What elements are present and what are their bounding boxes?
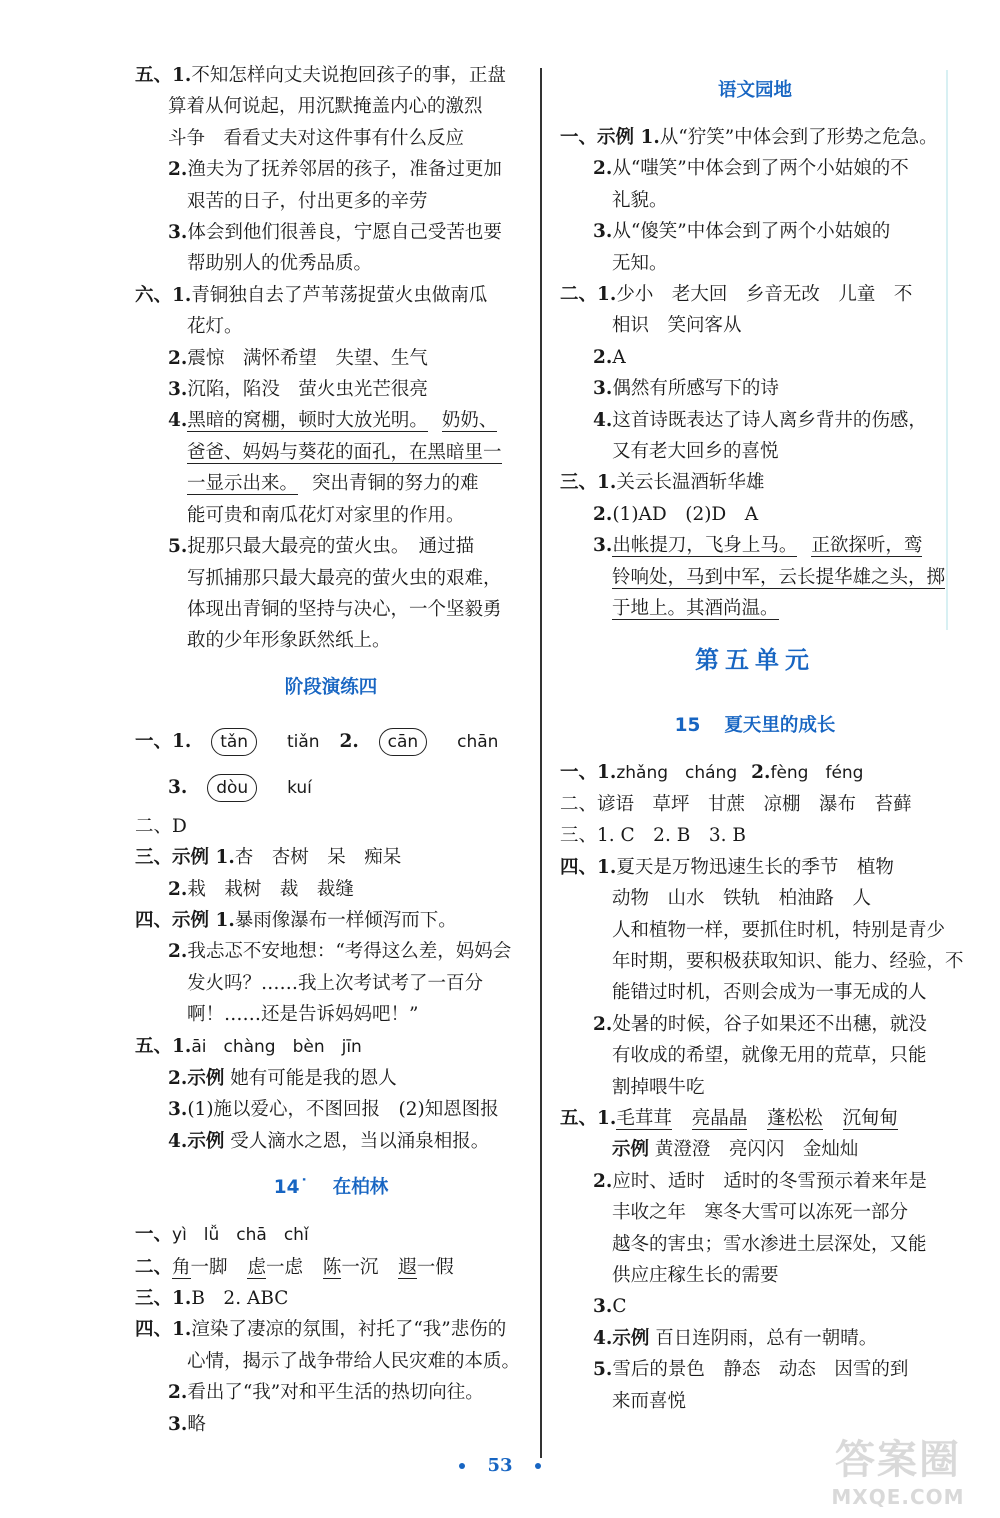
bullet-icon (535, 1463, 541, 1469)
answer-line: 相识 笑问客从 (612, 315, 742, 337)
answer-line: 写抓捕那只最大最亮的萤火虫的艰难， (187, 567, 502, 589)
answer-line: 2.渔夫为了抚养邻居的孩子，准备过更加 (168, 159, 502, 181)
answer-line: 4.示例 百日连阴雨，总有一朝晴。 (593, 1327, 878, 1349)
answer-line: 四、示例 1.暴雨像瀑布一样倾泻而下。 (135, 909, 457, 931)
answer-line: 一显示出来。 突出青铜的努力的难 (187, 473, 479, 495)
answer-line: 敢的少年形象跃然纸上。 (187, 630, 391, 652)
answer-line: 3.偶然有所感写下的诗 (593, 378, 779, 400)
answer-line: 2.处暑的时候，谷子如果还不出穗，就没 (593, 1013, 927, 1035)
answer-line: 二、D (135, 815, 187, 837)
answer-line: 年时期，要积极获取知识、能力、经验，不 (612, 950, 964, 972)
answer-line: 一、1.zhǎng cháng 2.fèng féng (560, 761, 864, 783)
answer-line: 4.示例 受人滴水之恩，当以涌泉相报。 (168, 1130, 490, 1152)
section-heading: 阶段演练四 (284, 676, 378, 698)
answer-line: 一、1. tǎn tiǎn 2. cān chān (135, 719, 527, 765)
lesson-heading: 15 夏天里的成长 (674, 714, 836, 736)
bullet-icon (459, 1463, 465, 1469)
answer-line: 5.捉那只最大最亮的萤火虫。 通过描 (168, 536, 475, 558)
answer-line: 3.C (593, 1296, 627, 1318)
answer-line: 3.体会到他们很善良，宁愿自己受苦也要 (168, 222, 502, 244)
answer-line: 示例 黄澄澄 亮闪闪 金灿灿 (612, 1139, 859, 1161)
answer-line: 心情，揭示了战争带给人民灾难的本质。 (187, 1350, 521, 1372)
answer-line: 3.出帐提刀，飞身上马。 正欲探听，鸾 (593, 535, 923, 557)
answer-line: 2.看出了“我”对和平生活的热切向往。 (168, 1382, 484, 1404)
answer-line: 铃响处，马到中军，云长提华雄之头，掷 (612, 566, 946, 588)
answer-line: 2.(1)AD (2)D A (593, 503, 759, 525)
section-heading: 语文园地 (717, 80, 792, 101)
answer-line: 三、1.关云长温酒斩华雄 (560, 472, 765, 494)
answer-line: 体现出青铜的坚持与决心，一个坚毅勇 (187, 598, 502, 620)
answer-line: 丰收之年 寒冬大雪可以冻死一部分 (612, 1202, 909, 1224)
answer-line: 五、1.不知怎样向丈夫说抱回孩子的事，正盘 (135, 65, 506, 86)
answer-line: 人和植物一样，要抓住时机，特别是青少 (612, 919, 946, 941)
unit-heading: 第五单元 (695, 644, 815, 674)
answer-line: 艰苦的日子，付出更多的辛劳 (187, 190, 428, 212)
answer-line: 无知。 (612, 252, 668, 274)
answer-line: 4.这首诗既表达了诗人离乡背井的伤感， (593, 409, 927, 431)
answer-line: 又有老大回乡的喜悦 (612, 441, 779, 463)
lesson-heading: 14˙ 在柏林 (273, 1177, 389, 1199)
answer-line: 来而喜悦 (612, 1390, 687, 1412)
answer-line: 能可贵和南瓜花灯对家里的作用。 (187, 504, 465, 526)
answer-line: 2.A (593, 346, 626, 368)
answer-line: 五、1.毛茸茸 亮晶晶 蓬松松 沉甸甸 (560, 1107, 899, 1129)
answer-line: 五、1.āi chàng bèn jīn (135, 1035, 362, 1057)
answer-line: 四、1.渲染了凄凉的氛围，衬托了“我”悲伤的 (135, 1319, 507, 1341)
answer-line: 3.(1)施以爱心，不图回报 (2)知恩图报 (168, 1099, 499, 1121)
answer-line: 花灯。 (187, 316, 243, 338)
right-column (560, 60, 964, 1417)
answer-line: 2.我忐忑不安地想：“考得这么差，妈妈会 (168, 941, 512, 963)
answer-line: 爸爸、妈妈与葵花的面孔，在黑暗里一 (187, 441, 502, 463)
circled-pinyin: tǎn (211, 728, 257, 756)
answer-line: 帮助别人的优秀品质。 (187, 253, 373, 275)
answer-line: 3.从“傻笑”中体会到了两个小姑娘的 (593, 221, 891, 243)
answer-line: 3. dòu kuí (135, 765, 527, 811)
answer-line: 越冬的害虫；雪水渗进土层深处，又能 (612, 1233, 927, 1255)
column-divider (540, 68, 542, 1458)
answer-line: 有收成的希望，就像无用的荒草，只能 (612, 1045, 927, 1067)
answer-line: 供应庄稼生长的需要 (612, 1265, 779, 1286)
answer-line: 二、1.少小 老大回 乡音无改 儿童 不 (560, 284, 913, 306)
answer-line: 斗争 看看丈夫对这件事有什么反应 (168, 127, 465, 149)
answer-line: 发火吗？……我上次考试考了一百分 (187, 972, 484, 994)
answer-line: 割掉喂牛吃 (612, 1076, 705, 1098)
answer-line: 二、角一脚 虑一虑 陈一沉 遐一假 (135, 1256, 454, 1278)
answer-line: 2.栽 栽树 裁 裁缝 (168, 878, 354, 900)
answer-line: 三、示例 1.杏 杏树 呆 痴呆 (135, 847, 402, 869)
answer-line: 六、1.青铜独自去了芦苇荡捉萤火虫做南瓜 (135, 284, 488, 306)
circled-pinyin: cān (379, 728, 428, 756)
answer-line: 二、谚语 草坪 甘蔗 凉棚 瀑布 苔藓 (560, 793, 912, 815)
answer-line: 三、1.B 2. ABC (135, 1288, 289, 1309)
answer-line: 3.略 (168, 1413, 206, 1435)
answer-line: 3.沉陷，陷没 萤火虫光芒很亮 (168, 379, 428, 401)
answer-line: 一、yì lǚ chā chǐ (135, 1224, 309, 1246)
answer-line: 4.黑暗的窝棚，顿时大放光明。 奶奶、 (168, 410, 498, 432)
answer-line: 于地上。其酒尚温。 (612, 598, 779, 620)
answer-line: 啊！……还是告诉妈妈吧！” (187, 1004, 419, 1026)
answer-line: 四、1.夏天是万物迅速生长的季节 植物 (560, 856, 894, 878)
answer-line: 5.雪后的景色 静态 动态 因雪的到 (593, 1359, 909, 1381)
left-column (135, 60, 527, 1440)
page-number: 53 (0, 1455, 1000, 1476)
answer-line: 三、1. C 2. B 3. B (560, 825, 746, 847)
answer-line: 能错过时机，否则会成为一事无成的人 (612, 982, 927, 1004)
answer-line: 2.示例 她有可能是我的恩人 (168, 1067, 397, 1089)
answer-line: 2.应时、适时 适时的冬雪预示着来年是 (593, 1170, 927, 1192)
answer-line: 算着从何说起，用沉默掩盖内心的激烈 (168, 96, 483, 118)
answer-line: 2.震惊 满怀希望 失望、生气 (168, 347, 428, 369)
circled-pinyin: dòu (207, 774, 257, 802)
answer-line: 一、示例 1.从“狞笑”中体会到了形势之危急。 (560, 127, 938, 148)
answer-line: 礼貌。 (612, 189, 668, 211)
answer-line: 动物 山水 铁轨 柏油路 人 (612, 888, 872, 910)
answer-line: 2.从“嗤笑”中体会到了两个小姑娘的不 (593, 158, 909, 180)
watermark: 答案圈 MXQE.COM (831, 1437, 965, 1509)
